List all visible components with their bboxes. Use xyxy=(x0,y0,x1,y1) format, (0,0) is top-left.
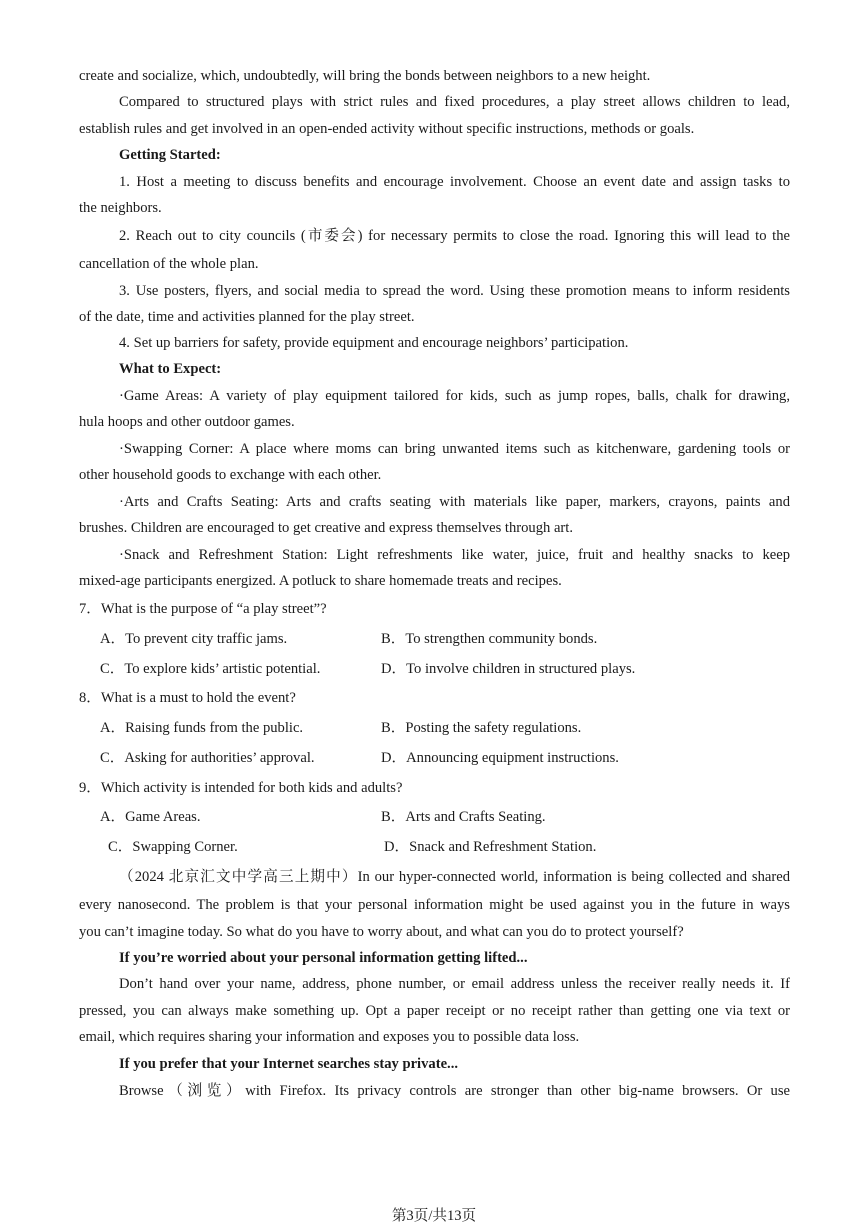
option-d: D．To involve children in structured plays. xyxy=(381,661,636,677)
option-c: C．Asking for authorities’ approval. xyxy=(100,750,315,766)
question-stem: 9．Which activity is intended for both kids and adults? xyxy=(79,780,403,796)
option-d: D．Snack and Refreshment Station. xyxy=(384,839,597,855)
list-item: ·Swapping Corner: A place where moms can bring unwanted items such as kitchenware, gardening tools or xyxy=(119,441,790,457)
option-a: A．Raising funds from the public. xyxy=(100,720,304,736)
list-item: hula hoops and other outdoor games. xyxy=(79,414,295,430)
list-item: the neighbors. xyxy=(79,200,162,216)
option-b: B．Posting the safety regulations. xyxy=(381,720,582,736)
list-item: cancellation of the whole plan. xyxy=(79,256,259,272)
list-item: mixed-age participants energized. A potluck to share homemade treats and recipes. xyxy=(79,573,562,589)
option-d: D．Announcing equipment instructions. xyxy=(381,750,619,766)
paragraph-line: create and socialize, which, undoubtedly, will bring the bonds between neighbors to a new height. xyxy=(79,68,651,84)
paragraph-line: email, which requires sharing your information and exposes you to possible data loss. xyxy=(79,1029,580,1045)
page-number: 第3页/共13页 xyxy=(391,1208,477,1224)
paragraph-line: （2024 北京汇文中学高三上期中）In our hyper-connected world, information is being collected and shared xyxy=(119,869,790,885)
paragraph-line: every nanosecond. The problem is that your personal information might be used against you in the future in ways xyxy=(79,897,790,913)
section-heading: If you’re worried about your personal information getting lifted... xyxy=(119,950,528,966)
paragraph-line: Don’t hand over your name, address, phone number, or email address unless the receiver really needs it. If xyxy=(119,976,790,992)
option-c: C．To explore kids’ artistic potential. xyxy=(100,661,321,677)
paragraph-line: establish rules and get involved in an open-ended activity without specific instructions, methods or goals. xyxy=(79,121,695,137)
list-item: brushes. Children are encouraged to get creative and express themselves through art. xyxy=(79,520,573,536)
paragraph-line: you can’t imagine today. So what do you have to worry about, and what can you do to protect yourself? xyxy=(79,924,684,940)
list-item: ·Arts and Crafts Seating: Arts and crafts seating with materials like paper, markers, crayons, paints and xyxy=(119,494,790,510)
option-a: A．To prevent city traffic jams. xyxy=(100,631,288,647)
list-item: of the date, time and activities planned for the play street. xyxy=(79,309,415,325)
paragraph-line: pressed, you can always make something up. Opt a paper receipt or no receipt rather than getting one via text or xyxy=(79,1003,790,1019)
list-item: ·Game Areas: A variety of play equipment tailored for kids, such as jump ropes, balls, chalk for drawing, xyxy=(119,388,790,404)
list-item: 3. Use posters, flyers, and social media to spread the word. Using these promotion means to inform residents xyxy=(119,283,790,299)
list-item: ·Snack and Refreshment Station: Light refreshments like water, juice, fruit and healthy snacks to keep xyxy=(119,547,790,563)
option-b: B．To strengthen community bonds. xyxy=(381,631,598,647)
section-heading: If you prefer that your Internet searches stay private... xyxy=(119,1056,458,1072)
list-item: 1. Host a meeting to discuss benefits and encourage involvement. Choose an event date and assign tasks to xyxy=(119,174,790,190)
list-item: 4. Set up barriers for safety, provide equipment and encourage neighbors’ participation. xyxy=(119,335,629,351)
paragraph-line: Browse（浏览）with Firefox. Its privacy controls are stronger than other big-name browsers. Or use xyxy=(119,1083,790,1099)
section-heading: What to Expect: xyxy=(119,361,222,377)
option-c: C．Swapping Corner. xyxy=(108,839,238,855)
option-a: A．Game Areas. xyxy=(100,809,201,825)
option-b: B．Arts and Crafts Seating. xyxy=(381,809,546,825)
question-stem: 8．What is a must to hold the event? xyxy=(79,690,296,706)
paragraph-line: Compared to structured plays with strict rules and fixed procedures, a play street allows children to lead, xyxy=(119,94,790,110)
question-stem: 7．What is the purpose of “a play street”? xyxy=(79,601,327,617)
section-heading: Getting Started: xyxy=(119,147,221,163)
list-item: 2. Reach out to city councils (市委会) for necessary permits to close the road. Ignoring this will lead to the xyxy=(119,228,790,244)
list-item: other household goods to exchange with each other. xyxy=(79,467,382,483)
